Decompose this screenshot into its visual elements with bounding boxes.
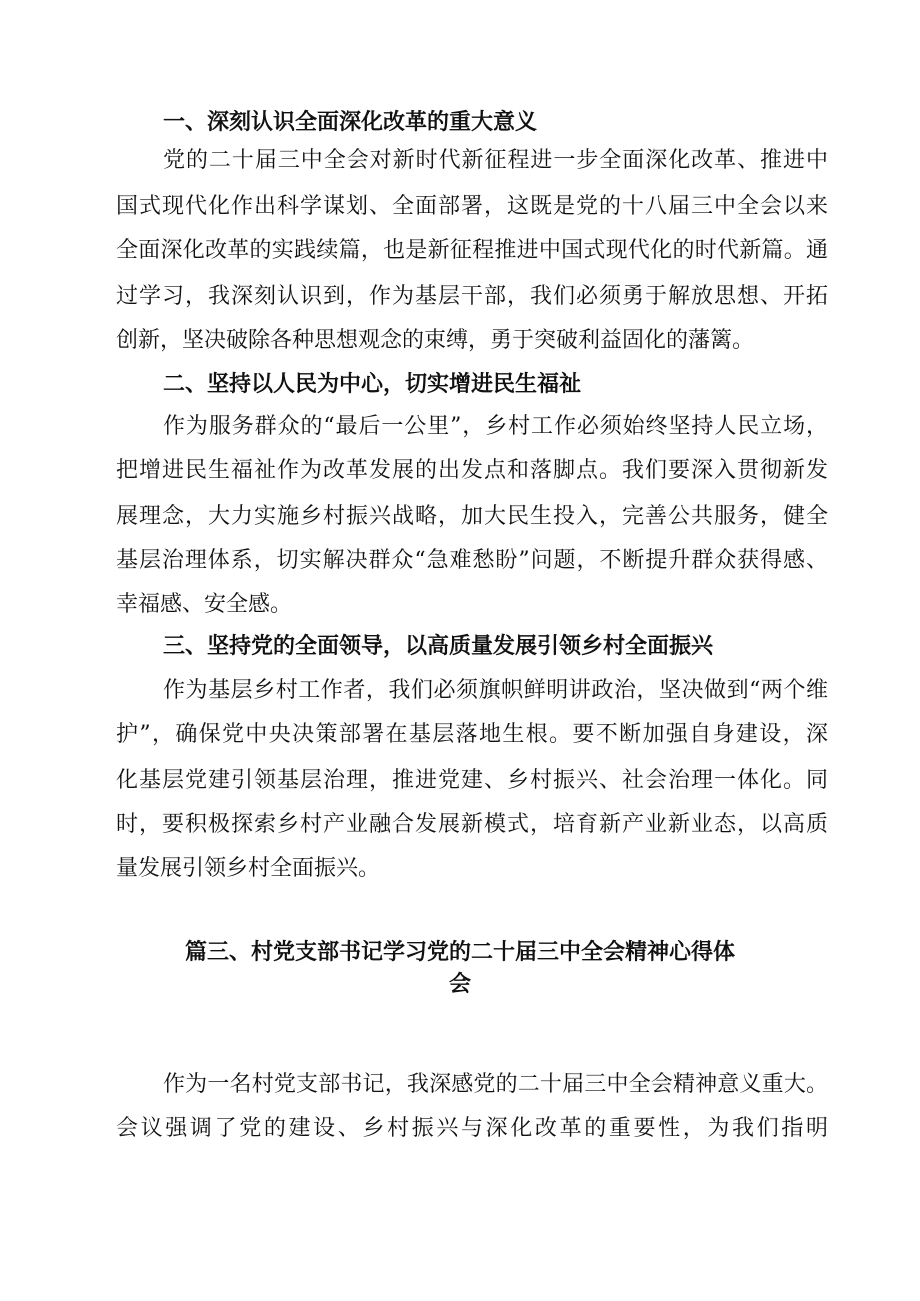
section-1-line-2: 国式现代化作出科学谋划、全面部署，这既是党的十八届三中全会以来: [116, 194, 828, 219]
section-1-line-3: 全面深化改革的实践续篇，也是新征程推进中国式现代化的时代新篇。通: [116, 238, 828, 263]
article-3-line-1: 作为一名村党支部书记，我深感党的二十届三中全会精神意义重大。: [163, 1072, 828, 1097]
section-2-heading: 二、坚持以人民为中心，切实增进民生福祉: [163, 372, 582, 397]
section-2-line-3: 展理念，大力实施乡村振兴战略，加大民生投入，完善公共服务，健全: [116, 504, 828, 529]
section-3-line-2: 护”，确保党中央决策部署在基层落地生根。要不断加强自身建设，深: [116, 722, 828, 747]
section-3-line-5: 量发展引领乡村全面振兴。: [116, 856, 381, 881]
section-3-line-4: 时，要积极探索乡村产业融合发展新模式，培育新产业新业态，以高质: [116, 812, 828, 837]
article-3-title-line-2: 会: [448, 972, 471, 997]
section-3-line-1: 作为基层乡村工作者，我们必须旗帜鲜明讲政治，坚决做到“两个维: [163, 678, 828, 703]
section-3-heading: 三、坚持党的全面领导，以高质量发展引领乡村全面振兴: [163, 634, 714, 659]
section-2-line-2: 把增进民生福祉作为改革发展的出发点和落脚点。我们要深入贯彻新发: [116, 458, 828, 483]
section-2-line-5: 幸福感、安全感。: [116, 592, 293, 617]
section-1-heading: 一、深刻认识全面深化改革的重大意义: [163, 110, 538, 135]
section-2-line-4: 基层治理体系，切实解决群众“急难愁盼”问题，不断提升群众获得感、: [116, 548, 828, 573]
section-1-line-4: 过学习，我深刻认识到，作为基层干部，我们必须勇于解放思想、开拓: [116, 284, 828, 309]
section-1-line-5: 创新，坚决破除各种思想观念的束缚，勇于突破利益固化的藩篱。: [116, 328, 755, 353]
section-1-line-1: 党的二十届三中全会对新时代新征程进一步全面深化改革、推进中: [163, 148, 828, 173]
section-3-line-3: 化基层党建引领基层治理，推进党建、乡村振兴、社会治理一体化。同: [116, 768, 828, 793]
article-3-line-2: 会议强调了党的建设、乡村振兴与深化改革的重要性，为我们指明: [116, 1116, 828, 1141]
section-2-line-1: 作为服务群众的“最后一公里”，乡村工作必须始终坚持人民立场，: [163, 414, 828, 439]
article-3-title-line-1: 篇三、村党支部书记学习党的二十届三中全会精神心得体: [184, 940, 735, 965]
